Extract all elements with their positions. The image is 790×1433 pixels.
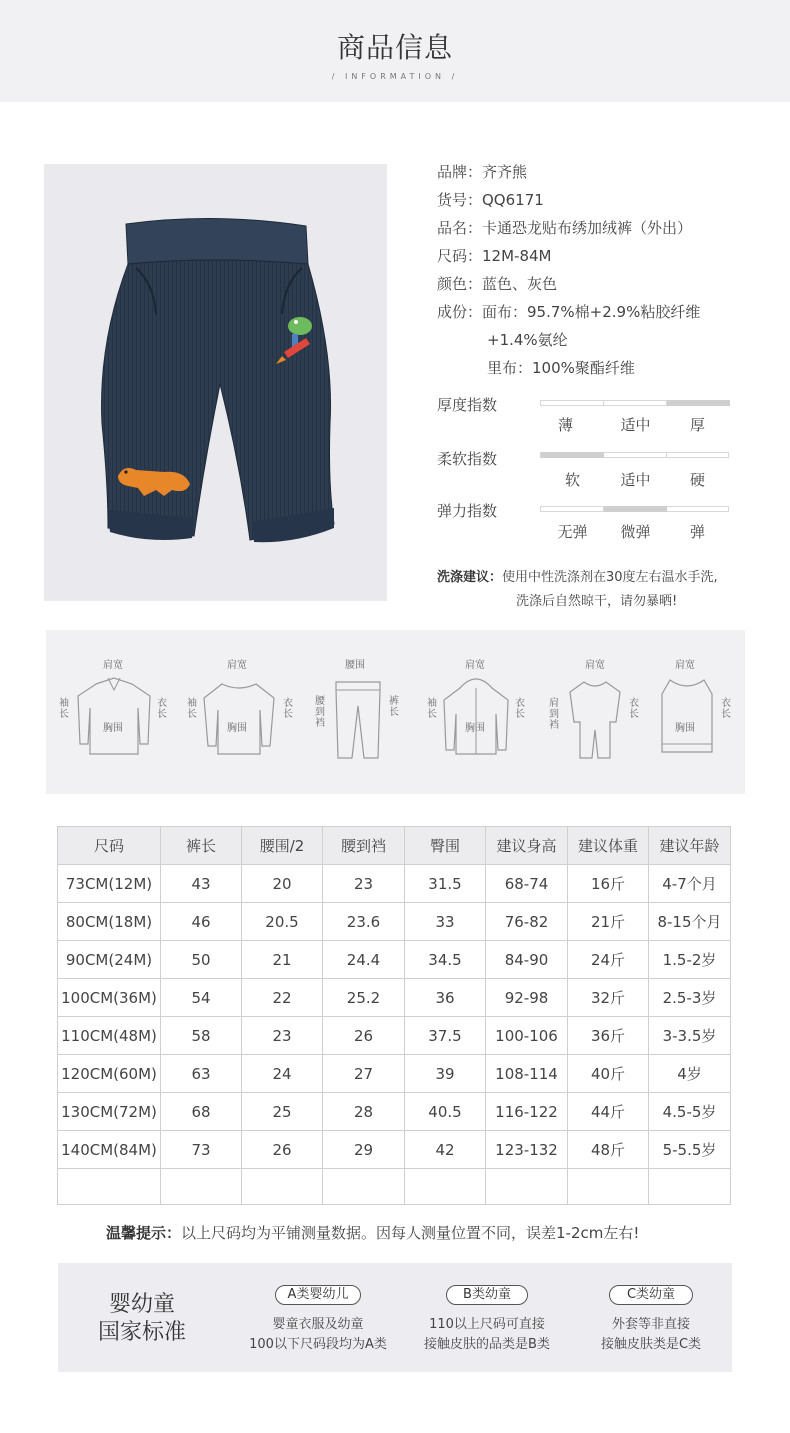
elasticity-label: 弹力指数 (437, 502, 498, 520)
cell: 46 (161, 903, 242, 941)
wash-line-2: 洗涤后自然晾干，请勿暴晒! (516, 594, 678, 609)
cell: 100CM(36M) (58, 979, 161, 1017)
standard-title-line-2: 国家标准 (97, 1320, 186, 1345)
cell: 92-98 (486, 979, 568, 1017)
shirt-right-label: 衣长 (157, 698, 167, 720)
wash-label: 洗涤建议： (437, 570, 503, 585)
cell (405, 1169, 486, 1205)
cell (568, 1169, 649, 1205)
header-hip: 臀围 (405, 827, 486, 865)
cell: 24斤 (568, 941, 649, 979)
romper-top-label: 肩宽 (585, 660, 605, 671)
cell: 24 (242, 1055, 323, 1093)
elasticity-bar (540, 506, 729, 512)
cell: 23.6 (323, 903, 405, 941)
cell: 31.5 (405, 865, 486, 903)
cell (58, 1169, 161, 1205)
vest-right-label: 衣长 (721, 698, 731, 720)
cell: 25 (242, 1093, 323, 1131)
cell (242, 1169, 323, 1205)
spec-material-cont: +1.4%氨纶 (487, 331, 568, 349)
spec-lining: 里布：100%聚酯纤维 (487, 359, 635, 377)
spec-brand: 品牌：齐齐熊 (437, 163, 528, 181)
section-header (0, 0, 790, 102)
cell: 33 (405, 903, 486, 941)
pants-right-label: 裤长 (389, 696, 399, 718)
hoodie-right-label: 衣长 (515, 698, 525, 720)
table-header-row (58, 827, 731, 865)
cell: 42 (405, 1131, 486, 1169)
standard-title (89, 1291, 195, 1347)
product-photo (44, 164, 387, 601)
header-age: 建议年龄 (649, 827, 731, 865)
elasticity-opt-1: 无弹 (557, 523, 588, 541)
table-row-empty (58, 1169, 731, 1205)
cell: 37.5 (405, 1017, 486, 1055)
class-c-line-1: 外套等非直接 (611, 1317, 690, 1332)
hoodie-top-label: 肩宽 (465, 660, 485, 671)
spec-item-number: 货号：QQ6171 (437, 191, 544, 209)
class-a-desc (238, 1315, 398, 1355)
cell: 43 (161, 865, 242, 903)
cell: 4岁 (649, 1055, 731, 1093)
softness-bar (540, 452, 729, 458)
cell: 34.5 (405, 941, 486, 979)
pants-left-label: 腰到裆 (315, 696, 325, 729)
sweater-right-label: 衣长 (283, 698, 293, 720)
cell: 36斤 (568, 1017, 649, 1055)
tip-text: 以上尺码均为平铺测量数据。因每人测量位置不同，误差1-2cm左右! (181, 1224, 640, 1242)
thickness-label: 厚度指数 (437, 396, 498, 414)
class-c-line-2: 接触皮肤类是C类 (600, 1337, 702, 1352)
measurement-guide (46, 630, 745, 794)
cell: 130CM(72M) (58, 1093, 161, 1131)
cell: 63 (161, 1055, 242, 1093)
section-subtitle: / INFORMATION / (331, 72, 459, 81)
class-a-line-2: 100以下尺码段均为A类 (249, 1337, 387, 1352)
thickness-opt-3: 厚 (689, 416, 705, 434)
wash-advice (437, 566, 718, 585)
cell: 44斤 (568, 1093, 649, 1131)
cell: 5-5.5岁 (649, 1131, 731, 1169)
table-row (58, 865, 731, 903)
spec-product-name: 品名：卡通恐龙贴布绣加绒裤（外出） (437, 219, 693, 237)
hoodie-left-label: 袖长 (427, 698, 437, 720)
romper-right-label: 衣长 (629, 698, 639, 720)
cell: 32斤 (568, 979, 649, 1017)
cell: 4.5-5岁 (649, 1093, 731, 1131)
cell: 24.4 (323, 941, 405, 979)
cell: 48斤 (568, 1131, 649, 1169)
cell: 108-114 (486, 1055, 568, 1093)
standard-title-line-1: 婴幼童 (108, 1292, 175, 1317)
elasticity-selected (604, 506, 667, 512)
shirt-left-label: 袖长 (59, 698, 69, 720)
cell: 4-7个月 (649, 865, 731, 903)
thickness-selected (667, 400, 730, 406)
cell: 73CM(12M) (58, 865, 161, 903)
thickness-opt-1: 薄 (557, 416, 573, 434)
cell: 116-122 (486, 1093, 568, 1131)
cell: 23 (242, 1017, 323, 1055)
class-c-desc (584, 1315, 718, 1355)
sweater-top-label: 肩宽 (227, 660, 247, 671)
cell: 50 (161, 941, 242, 979)
class-b-desc (410, 1315, 564, 1355)
pants-top-label: 腰围 (345, 660, 365, 671)
cell: 1.5-2岁 (649, 941, 731, 979)
table-row (58, 903, 731, 941)
table-row (58, 941, 731, 979)
header-size: 尺码 (58, 827, 161, 865)
thickness-bar (540, 400, 729, 406)
spec-size: 尺码：12M-84M (437, 247, 552, 265)
header-rise: 腰到裆 (323, 827, 405, 865)
softness-opt-1: 软 (564, 471, 580, 489)
cell: 8-15个月 (649, 903, 731, 941)
cell: 16斤 (568, 865, 649, 903)
table-row (58, 1131, 731, 1169)
cell (161, 1169, 242, 1205)
national-standard (58, 1263, 732, 1372)
cell: 26 (323, 1017, 405, 1055)
softness-label: 柔软指数 (437, 450, 498, 468)
hoodie-icon (440, 674, 512, 758)
cell: 2.5-3岁 (649, 979, 731, 1017)
cell (486, 1169, 568, 1205)
class-a-line-1: 婴童衣服及幼童 (272, 1317, 364, 1332)
spec-color: 颜色：蓝色、灰色 (437, 275, 558, 293)
header-weight: 建议体重 (568, 827, 649, 865)
softness-opt-2: 适中 (620, 471, 651, 489)
class-b-line-1: 110以上尺码可直接 (429, 1317, 545, 1332)
shirt-top-label: 肩宽 (103, 660, 123, 671)
cell: 28 (323, 1093, 405, 1131)
class-a-badge: A类婴幼儿 (275, 1285, 361, 1305)
cell: 58 (161, 1017, 242, 1055)
cell: 39 (405, 1055, 486, 1093)
cell: 90CM(24M) (58, 941, 161, 979)
sweater-center-label: 胸围 (227, 723, 247, 734)
cell: 20 (242, 865, 323, 903)
pants-icon (330, 674, 386, 762)
section-title: 商品信息 (336, 31, 453, 64)
cell: 21 (242, 941, 323, 979)
table-row (58, 1017, 731, 1055)
cell: 68-74 (486, 865, 568, 903)
vest-center-label: 胸围 (675, 723, 695, 734)
romper-icon (564, 674, 626, 762)
cell: 73 (161, 1131, 242, 1169)
cell: 26 (242, 1131, 323, 1169)
sweater-icon (200, 674, 278, 758)
table-row (58, 1055, 731, 1093)
cell: 76-82 (486, 903, 568, 941)
cell: 84-90 (486, 941, 568, 979)
class-b-badge: B类幼童 (446, 1285, 528, 1305)
header-waist: 腰围/2 (242, 827, 323, 865)
elasticity-opt-2: 微弹 (620, 523, 651, 541)
cell (649, 1169, 731, 1205)
shirt-center-label: 胸围 (103, 723, 123, 734)
cell: 22 (242, 979, 323, 1017)
cell: 40.5 (405, 1093, 486, 1131)
cell: 68 (161, 1093, 242, 1131)
cell: 80CM(18M) (58, 903, 161, 941)
softness-selected (541, 452, 604, 458)
cell: 3-3.5岁 (649, 1017, 731, 1055)
cell: 120CM(60M) (58, 1055, 161, 1093)
cell: 23 (323, 865, 405, 903)
hoodie-center-label: 胸围 (465, 723, 485, 734)
cell: 54 (161, 979, 242, 1017)
cell: 123-132 (486, 1131, 568, 1169)
table-row (58, 1093, 731, 1131)
elasticity-opt-3: 弹 (689, 523, 705, 541)
cell: 20.5 (242, 903, 323, 941)
measurement-tip (106, 1222, 639, 1243)
cell: 140CM(84M) (58, 1131, 161, 1169)
tip-label: 温馨提示： (106, 1224, 182, 1242)
cell: 110CM(48M) (58, 1017, 161, 1055)
vest-top-label: 肩宽 (675, 660, 695, 671)
cell: 27 (323, 1055, 405, 1093)
spec-material: 成份：面布：95.7%棉+2.9%粘胶纤维 (437, 303, 701, 321)
cell (323, 1169, 405, 1205)
header-height: 建议身高 (486, 827, 568, 865)
size-table (57, 826, 731, 1205)
header-pant-length: 裤长 (161, 827, 242, 865)
cell: 40斤 (568, 1055, 649, 1093)
shirt-icon (74, 674, 154, 758)
class-c-badge: C类幼童 (609, 1285, 693, 1305)
class-b-line-2: 接触皮肤的品类是B类 (424, 1337, 550, 1352)
table-row (58, 979, 731, 1017)
cell: 21斤 (568, 903, 649, 941)
softness-opt-3: 硬 (689, 471, 705, 489)
pants-illustration (44, 164, 387, 601)
sweater-left-label: 袖长 (187, 698, 197, 720)
thickness-opt-2: 适中 (620, 416, 651, 434)
vest-icon (656, 674, 718, 758)
cell: 29 (323, 1131, 405, 1169)
cell: 25.2 (323, 979, 405, 1017)
romper-left-label: 肩到裆 (549, 698, 559, 731)
wash-line-1: 使用中性洗涤剂在30度左右温水手洗, (502, 570, 718, 585)
cell: 36 (405, 979, 486, 1017)
cell: 100-106 (486, 1017, 568, 1055)
